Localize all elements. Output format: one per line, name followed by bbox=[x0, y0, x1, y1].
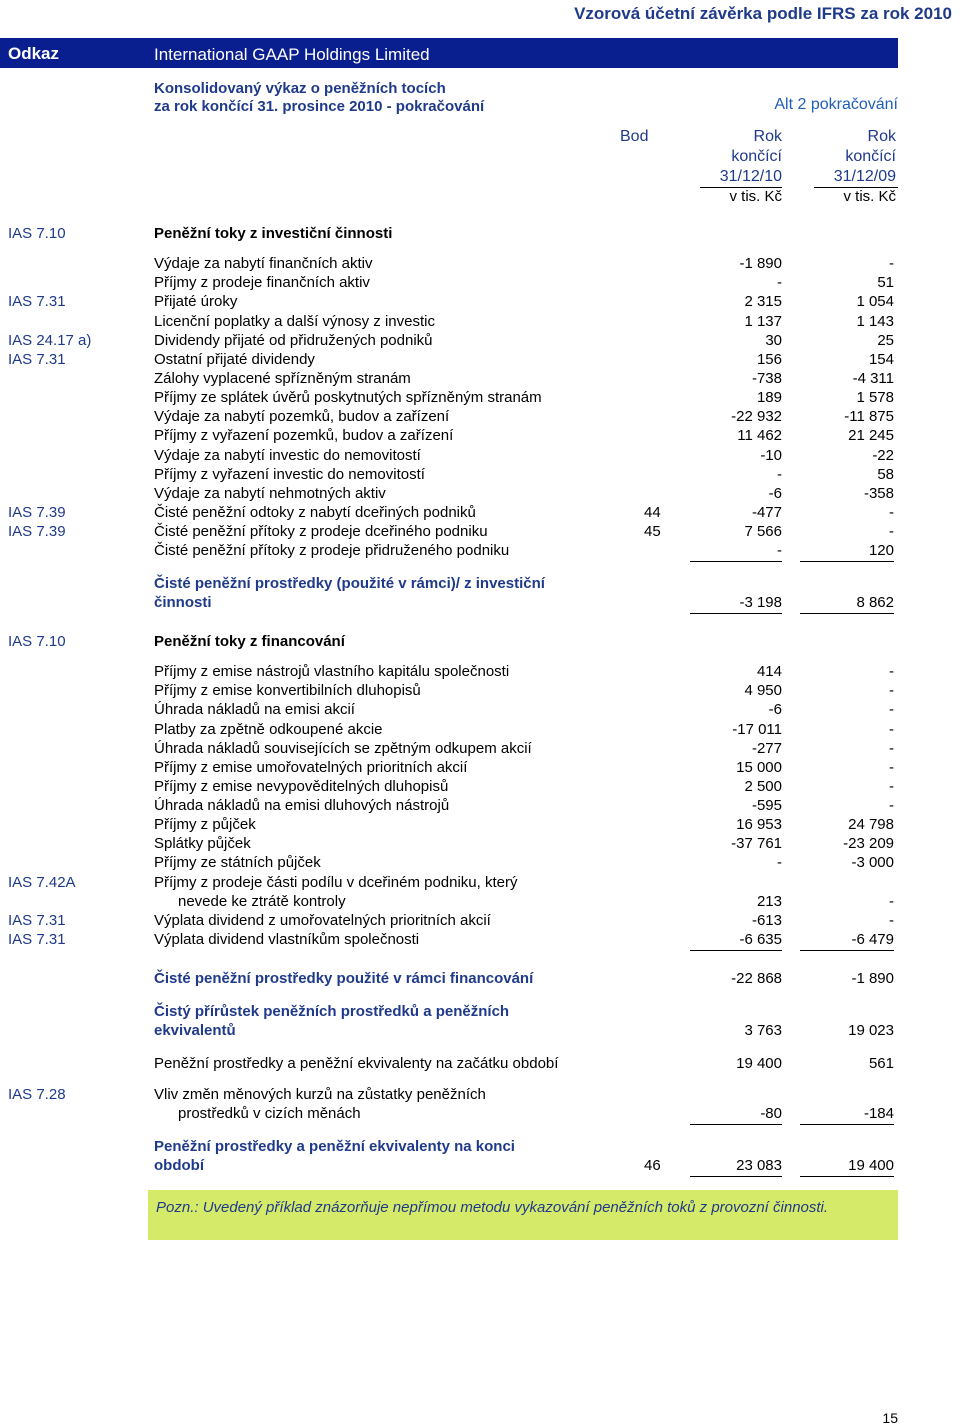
ias-reference: IAS 7.10 bbox=[8, 633, 66, 650]
row-label bbox=[154, 407, 624, 426]
row-label-line1: Splátky půjček bbox=[154, 835, 251, 852]
row-label bbox=[154, 739, 624, 758]
value-2010: - bbox=[777, 854, 782, 871]
value-2010: - bbox=[777, 274, 782, 291]
statement-title-line2: za rok končící 31. prosince 2010 - pokračování bbox=[154, 98, 485, 115]
row-label-line1: Licenční poplatky a další výnosy z investic bbox=[154, 313, 435, 330]
row-label-line2: činnosti bbox=[154, 594, 212, 611]
col1-line3: 31/12/10 bbox=[719, 168, 782, 185]
value-2010: 30 bbox=[765, 332, 782, 349]
value-2010: 19 400 bbox=[736, 1055, 782, 1072]
value-2009: -1 890 bbox=[851, 970, 894, 987]
value-2009: - bbox=[889, 663, 894, 680]
value-2009: - bbox=[889, 682, 894, 699]
reference-column-label: Odkaz bbox=[8, 44, 60, 63]
row-label-line1: Dividendy přijaté od přidružených podniků bbox=[154, 332, 433, 349]
document-title: Vzorová účetní závěrka podle IFRS za rok 2010 bbox=[574, 4, 952, 23]
value-2009: - bbox=[889, 759, 894, 776]
row-label-line1: Čisté peněžní přítoky z prodeje dceřiného podniku bbox=[154, 523, 488, 540]
column-header-2009 bbox=[806, 127, 896, 207]
value-2009: 8 862 bbox=[800, 593, 894, 614]
value-2010: 15 000 bbox=[736, 759, 782, 776]
row-label bbox=[154, 1085, 624, 1123]
value-2010: -3 198 bbox=[690, 593, 782, 614]
value-2010: -37 761 bbox=[731, 835, 782, 852]
header-rule-2010 bbox=[700, 187, 782, 188]
value-2010: -613 bbox=[751, 912, 782, 929]
value-2009: 58 bbox=[877, 466, 894, 483]
row-label bbox=[154, 446, 624, 465]
ias-reference: IAS 7.31 bbox=[8, 351, 66, 368]
row-label-line1: Výdaje za nabytí finančních aktiv bbox=[154, 255, 373, 272]
note-box bbox=[148, 1190, 898, 1240]
value-2009: 561 bbox=[868, 1055, 894, 1072]
value-2009: 1 054 bbox=[856, 293, 894, 310]
value-2009: -23 209 bbox=[843, 835, 894, 852]
row-label-line1: Ostatní přijaté dividendy bbox=[154, 351, 315, 368]
value-2009: - bbox=[889, 504, 894, 521]
value-2009: - bbox=[889, 255, 894, 272]
row-label-line1: Příjmy z emise nástrojů vlastního kapitálu společnosti bbox=[154, 663, 510, 680]
row-label-line1: Čisté peněžní přítoky z prodeje přidruženého podniku bbox=[154, 542, 510, 559]
row-label bbox=[154, 292, 624, 311]
row-label-line1: Peněžní prostředky a peněžní ekvivalenty na konci bbox=[154, 1138, 515, 1155]
value-2009: -6 479 bbox=[800, 930, 894, 951]
alternative-label: Alt 2 pokračování bbox=[774, 96, 898, 113]
note-text: Pozn.: Uvedený příklad znázorňuje nepřímou metodu vykazování peněžních toků z provozní činnosti. bbox=[156, 1199, 829, 1216]
row-label-line1: Úhrada nákladů souvisejících se zpětným odkupem akcií bbox=[154, 740, 532, 757]
statement-title-line1: Konsolidovaný výkaz o peněžních tocích bbox=[154, 80, 446, 97]
row-label bbox=[154, 331, 624, 350]
row-label-line2: ekvivalentů bbox=[154, 1022, 236, 1039]
row-label bbox=[154, 1137, 624, 1175]
row-label bbox=[154, 503, 624, 522]
value-2010: -10 bbox=[760, 447, 782, 464]
row-label-line1: Příjmy z půjček bbox=[154, 816, 256, 833]
row-label-line1: Příjmy z prodeje části podílu v dceřiném podniku, který bbox=[154, 874, 518, 891]
row-label-line2: prostředků v cizích měnách bbox=[178, 1105, 361, 1122]
row-label bbox=[154, 350, 624, 369]
value-2009: - bbox=[889, 721, 894, 738]
row-label bbox=[154, 369, 624, 388]
value-2009: -4 311 bbox=[852, 370, 894, 387]
value-2010: -22 932 bbox=[731, 408, 782, 425]
ias-reference: IAS 7.39 bbox=[8, 504, 66, 521]
ias-reference: IAS 7.10 bbox=[8, 225, 66, 242]
row-label bbox=[154, 465, 624, 484]
row-label-line1: Výdaje za nabytí nehmotných aktiv bbox=[154, 485, 386, 502]
row-label bbox=[154, 273, 624, 292]
company-name: International GAAP Holdings Limited bbox=[154, 45, 430, 64]
value-2010: -1 890 bbox=[739, 255, 782, 272]
row-label bbox=[154, 853, 624, 872]
value-2009: 25 bbox=[877, 332, 894, 349]
value-2010: -477 bbox=[751, 504, 782, 521]
value-2010: -6 635 bbox=[690, 930, 782, 951]
col2-line3: 31/12/09 bbox=[833, 168, 896, 185]
value-2009: 21 245 bbox=[848, 427, 894, 444]
col1-line2: končící bbox=[731, 148, 782, 165]
col1-unit: v tis. Kč bbox=[729, 188, 782, 205]
col2-line2: končící bbox=[845, 148, 896, 165]
ias-reference: IAS 7.39 bbox=[8, 523, 66, 540]
row-label-line1: Příjmy z emise nevypověditelných dluhopisů bbox=[154, 778, 449, 795]
row-label-line2: období bbox=[154, 1157, 204, 1174]
ias-reference: IAS 7.28 bbox=[8, 1086, 66, 1103]
value-2010: 23 083 bbox=[690, 1156, 782, 1177]
value-2010: 1 137 bbox=[744, 313, 782, 330]
value-2010: - bbox=[690, 541, 782, 562]
row-label-line1: Výdaje za nabytí investic do nemovitostí bbox=[154, 447, 421, 464]
row-label-line1: Příjmy z emise umořovatelných prioritních akcií bbox=[154, 759, 468, 776]
row-label bbox=[154, 254, 624, 273]
value-2010: -80 bbox=[690, 1104, 782, 1125]
value-2010: 2 500 bbox=[744, 778, 782, 795]
col1-line1: Rok bbox=[753, 128, 782, 145]
row-label-line1: Výplata dividend vlastníkům společnosti bbox=[154, 931, 420, 948]
row-label-line1: Čistý přírůstek peněžních prostředků a peněžních bbox=[154, 1003, 510, 1020]
row-label-line1: Příjmy z emise konvertibilních dluhopisů bbox=[154, 682, 421, 699]
row-label-line1: Přijaté úroky bbox=[154, 293, 238, 310]
statement-title bbox=[154, 80, 484, 116]
row-label-line1: Výdaje za nabytí pozemků, budov a zařízení bbox=[154, 408, 450, 425]
row-label-line1: Příjmy ze státních půjček bbox=[154, 854, 321, 871]
row-label-line1: Zálohy vyplacené spřízněným stranám bbox=[154, 370, 411, 387]
header-rule-2009 bbox=[814, 187, 898, 188]
value-2010: 156 bbox=[756, 351, 782, 368]
row-label-line1: Úhrada nákladů na emisi dluhových nástrojů bbox=[154, 797, 450, 814]
row-label bbox=[154, 312, 624, 331]
row-label-line1: Peněžní prostředky a peněžní ekvivalenty na začátku období bbox=[154, 1055, 559, 1072]
value-2010: -595 bbox=[751, 797, 782, 814]
value-2009: - bbox=[889, 523, 894, 540]
row-label bbox=[154, 1002, 624, 1040]
value-2010: 16 953 bbox=[736, 816, 782, 833]
row-label bbox=[154, 777, 624, 796]
row-label-line1: Příjmy z vyřazení investic do nemovitostí bbox=[154, 466, 425, 483]
col2-line1: Rok bbox=[867, 128, 896, 145]
column-header-2010 bbox=[700, 127, 782, 207]
value-2010: 2 315 bbox=[744, 293, 782, 310]
row-label-line1: Čisté peněžní odtoky z nabytí dceřiných podniků bbox=[154, 504, 476, 521]
value-2010: 7 566 bbox=[744, 523, 782, 540]
row-label bbox=[154, 1054, 624, 1073]
value-2010: -277 bbox=[751, 740, 782, 757]
row-label-line2: nevede ke ztrátě kontroly bbox=[178, 893, 346, 910]
row-label bbox=[154, 484, 624, 503]
row-label-line1: Čisté peněžní prostředky (použité v rámci)/ z investiční bbox=[154, 575, 545, 592]
row-label-line1: Příjmy ze splátek úvěrů poskytnutých spřízněným stranám bbox=[154, 389, 542, 406]
row-label bbox=[154, 574, 624, 612]
row-label bbox=[154, 911, 624, 930]
ias-reference: IAS 7.31 bbox=[8, 912, 66, 929]
value-2009: 1 578 bbox=[856, 389, 894, 406]
row-label bbox=[154, 969, 624, 988]
value-2010: 414 bbox=[756, 663, 782, 680]
ias-reference: IAS 24.17 a) bbox=[8, 332, 92, 349]
value-2009: - bbox=[889, 893, 894, 910]
row-label bbox=[154, 700, 624, 719]
row-label bbox=[154, 426, 624, 445]
value-2009: 19 023 bbox=[848, 1022, 894, 1039]
ias-reference: IAS 7.31 bbox=[8, 931, 66, 948]
row-label bbox=[154, 834, 624, 853]
value-2010: -22 868 bbox=[731, 970, 782, 987]
value-2009: - bbox=[889, 740, 894, 757]
value-2009: -3 000 bbox=[851, 854, 894, 871]
value-2010: -738 bbox=[751, 370, 782, 387]
row-label bbox=[154, 224, 624, 243]
ias-reference: IAS 7.31 bbox=[8, 293, 66, 310]
note-number: 46 bbox=[644, 1157, 661, 1174]
row-label-line1: Výplata dividend z umořovatelných prioritních akcií bbox=[154, 912, 491, 929]
value-2010: 213 bbox=[756, 893, 782, 910]
value-2009: 120 bbox=[800, 541, 894, 562]
value-2009: 154 bbox=[868, 351, 894, 368]
row-label bbox=[154, 541, 624, 560]
value-2009: 1 143 bbox=[856, 313, 894, 330]
row-label bbox=[154, 796, 624, 815]
row-label-line1: Čisté peněžní prostředky použité v rámci financování bbox=[154, 970, 534, 987]
value-2010: 11 462 bbox=[737, 427, 782, 444]
value-2009: -358 bbox=[863, 485, 894, 502]
row-label-line1: Vliv změn měnových kurzů na zůstatky peněžních bbox=[154, 1086, 486, 1103]
row-label-line1: Peněžní toky z investiční činnosti bbox=[154, 225, 393, 242]
value-2010: 189 bbox=[756, 389, 782, 406]
row-label bbox=[154, 758, 624, 777]
value-2010: -6 bbox=[768, 701, 782, 718]
value-2010: 3 763 bbox=[744, 1022, 782, 1039]
row-label bbox=[154, 632, 624, 651]
row-label-line1: Příjmy z prodeje finančních aktiv bbox=[154, 274, 370, 291]
row-label bbox=[154, 720, 624, 739]
value-2009: 24 798 bbox=[848, 816, 894, 833]
row-label bbox=[154, 522, 624, 541]
value-2010: - bbox=[777, 466, 782, 483]
header-band bbox=[0, 38, 898, 68]
row-label-line1: Úhrada nákladů na emisi akcií bbox=[154, 701, 355, 718]
value-2009: - bbox=[889, 797, 894, 814]
value-2010: -6 bbox=[768, 485, 782, 502]
value-2009: 19 400 bbox=[800, 1156, 894, 1177]
note-column-header: Bod bbox=[620, 128, 649, 145]
col2-unit: v tis. Kč bbox=[843, 188, 896, 205]
row-label-line1: Peněžní toky z financování bbox=[154, 633, 345, 650]
row-label bbox=[154, 930, 624, 949]
value-2009: 51 bbox=[877, 274, 894, 291]
row-label-line1: Platby za zpětně odkoupené akcie bbox=[154, 721, 383, 738]
value-2009: - bbox=[889, 778, 894, 795]
note-number: 44 bbox=[644, 504, 661, 521]
row-label bbox=[154, 662, 624, 681]
row-label-line1: Příjmy z vyřazení pozemků, budov a zařízení bbox=[154, 427, 454, 444]
row-label bbox=[154, 873, 624, 911]
page-number: 15 bbox=[882, 1410, 898, 1426]
value-2009: - bbox=[889, 912, 894, 929]
note-number: 45 bbox=[644, 523, 661, 540]
row-label bbox=[154, 388, 624, 407]
value-2009: - bbox=[889, 701, 894, 718]
value-2009: -11 875 bbox=[844, 408, 894, 425]
row-label bbox=[154, 681, 624, 700]
value-2009: -184 bbox=[800, 1104, 894, 1125]
value-2010: -17 011 bbox=[732, 721, 782, 738]
value-2009: -22 bbox=[872, 447, 894, 464]
value-2010: 4 950 bbox=[744, 682, 782, 699]
ias-reference: IAS 7.42A bbox=[8, 874, 76, 891]
row-label bbox=[154, 815, 624, 834]
